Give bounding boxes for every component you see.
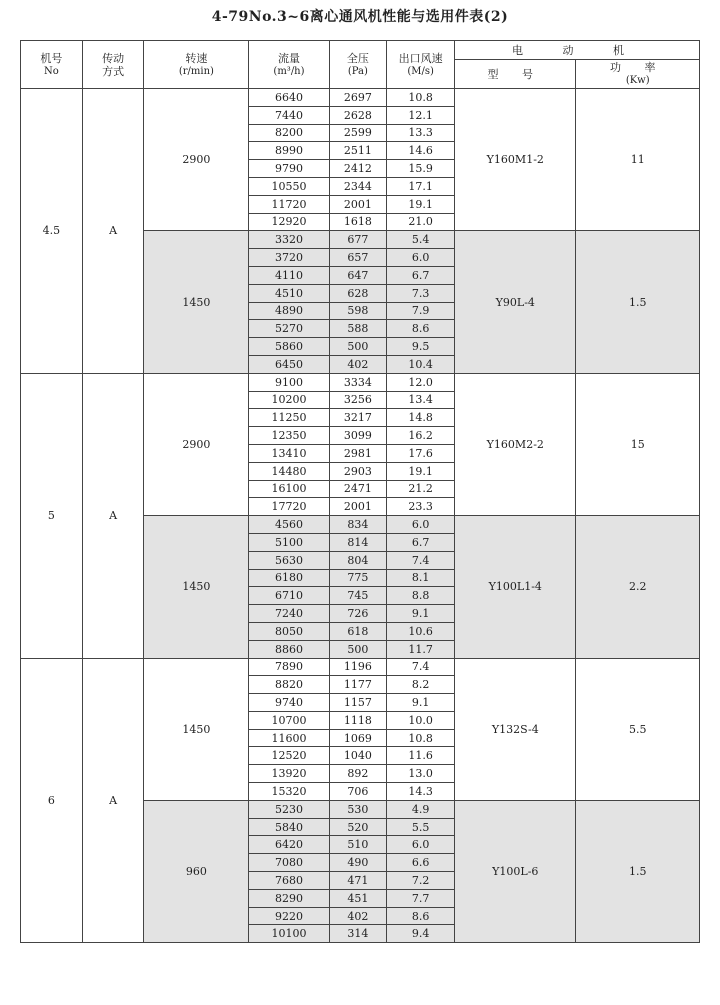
outlet-velocity-cell: 12.1	[387, 106, 455, 124]
machine-no-cell: 6	[21, 658, 83, 943]
outlet-velocity-cell: 10.6	[387, 622, 455, 640]
flow-cell: 8050	[249, 622, 329, 640]
outlet-velocity-cell: 7.4	[387, 658, 455, 676]
outlet-velocity-cell: 17.6	[387, 444, 455, 462]
pressure-cell: 1196	[329, 658, 387, 676]
outlet-velocity-cell: 9.1	[387, 694, 455, 712]
pressure-cell: 3099	[329, 427, 387, 445]
pressure-cell: 2628	[329, 106, 387, 124]
outlet-velocity-cell: 9.1	[387, 605, 455, 623]
flow-cell: 9220	[249, 907, 329, 925]
header-motor-model: 型 号	[455, 60, 576, 89]
pressure-cell: 2511	[329, 142, 387, 160]
outlet-velocity-cell: 19.1	[387, 195, 455, 213]
flow-cell: 4510	[249, 284, 329, 302]
outlet-velocity-cell: 15.9	[387, 160, 455, 178]
flow-cell: 6180	[249, 569, 329, 587]
pressure-cell: 2903	[329, 462, 387, 480]
flow-cell: 8990	[249, 142, 329, 160]
drive-cell: A	[82, 658, 144, 943]
motor-power-cell: 15	[576, 373, 700, 515]
speed-cell: 1450	[144, 658, 249, 800]
pressure-cell: 500	[329, 338, 387, 356]
outlet-velocity-cell: 7.7	[387, 889, 455, 907]
flow-cell: 17720	[249, 498, 329, 516]
flow-cell: 7680	[249, 872, 329, 890]
flow-cell: 5100	[249, 533, 329, 551]
pressure-cell: 3334	[329, 373, 387, 391]
flow-cell: 9790	[249, 160, 329, 178]
table-row	[21, 658, 700, 676]
speed-cell: 960	[144, 800, 249, 942]
outlet-velocity-cell: 7.3	[387, 284, 455, 302]
flow-cell: 8200	[249, 124, 329, 142]
pressure-cell: 618	[329, 622, 387, 640]
pressure-cell: 500	[329, 640, 387, 658]
flow-cell: 5230	[249, 800, 329, 818]
outlet-velocity-cell: 19.1	[387, 462, 455, 480]
pressure-cell: 2001	[329, 498, 387, 516]
speed-cell: 2900	[144, 373, 249, 515]
outlet-velocity-cell: 8.8	[387, 587, 455, 605]
outlet-velocity-cell: 10.8	[387, 729, 455, 747]
pressure-cell: 588	[329, 320, 387, 338]
pressure-cell: 314	[329, 925, 387, 943]
motor-power-cell: 2.2	[576, 516, 700, 658]
header-machine-no: 机号 No	[21, 41, 83, 89]
outlet-velocity-cell: 4.9	[387, 800, 455, 818]
drive-cell: A	[82, 373, 144, 658]
flow-cell: 9740	[249, 694, 329, 712]
pressure-cell: 657	[329, 249, 387, 267]
table-body	[21, 89, 700, 943]
outlet-velocity-cell: 21.0	[387, 213, 455, 231]
flow-cell: 5630	[249, 551, 329, 569]
pressure-cell: 1157	[329, 694, 387, 712]
fan-performance-table	[20, 40, 700, 943]
outlet-velocity-cell: 6.6	[387, 854, 455, 872]
flow-cell: 3320	[249, 231, 329, 249]
pressure-cell: 402	[329, 355, 387, 373]
outlet-velocity-cell: 6.0	[387, 516, 455, 534]
motor-power-cell: 11	[576, 89, 700, 231]
table-row	[21, 373, 700, 391]
motor-model-cell: Y90L-4	[455, 231, 576, 373]
flow-cell: 6420	[249, 836, 329, 854]
pressure-cell: 628	[329, 284, 387, 302]
page-title: 4-79No.3~6离心通风机性能与选用件表(2)	[211, 9, 509, 25]
pressure-cell: 2001	[329, 195, 387, 213]
flow-cell: 6450	[249, 355, 329, 373]
pressure-cell: 834	[329, 516, 387, 534]
flow-cell: 8820	[249, 676, 329, 694]
outlet-velocity-cell: 8.2	[387, 676, 455, 694]
pressure-cell: 451	[329, 889, 387, 907]
flow-cell: 10100	[249, 925, 329, 943]
flow-cell: 14480	[249, 462, 329, 480]
flow-cell: 7240	[249, 605, 329, 623]
pressure-cell: 2599	[329, 124, 387, 142]
motor-model-cell: Y100L1-4	[455, 516, 576, 658]
motor-power-cell: 1.5	[576, 231, 700, 373]
motor-model-cell: Y132S-4	[455, 658, 576, 800]
motor-power-cell: 1.5	[576, 800, 700, 942]
flow-cell: 6710	[249, 587, 329, 605]
flow-cell: 4890	[249, 302, 329, 320]
pressure-cell: 726	[329, 605, 387, 623]
flow-cell: 7440	[249, 106, 329, 124]
flow-cell: 11720	[249, 195, 329, 213]
drive-cell: A	[82, 89, 144, 374]
pressure-cell: 1177	[329, 676, 387, 694]
pressure-cell: 1118	[329, 711, 387, 729]
pressure-cell: 520	[329, 818, 387, 836]
pressure-cell: 677	[329, 231, 387, 249]
outlet-velocity-cell: 7.9	[387, 302, 455, 320]
flow-cell: 5840	[249, 818, 329, 836]
machine-no-cell: 4.5	[21, 89, 83, 374]
pressure-cell: 2471	[329, 480, 387, 498]
header-speed: 转速 (r/min)	[144, 41, 249, 89]
motor-model-cell: Y100L-6	[455, 800, 576, 942]
motor-model-cell: Y160M2-2	[455, 373, 576, 515]
outlet-velocity-cell: 14.3	[387, 783, 455, 801]
flow-cell: 8860	[249, 640, 329, 658]
header-flow: 流量 (m³/h)	[249, 41, 329, 89]
pressure-cell: 2697	[329, 89, 387, 107]
flow-cell: 7080	[249, 854, 329, 872]
outlet-velocity-cell: 11.7	[387, 640, 455, 658]
pressure-cell: 3217	[329, 409, 387, 427]
pressure-cell: 1618	[329, 213, 387, 231]
outlet-velocity-cell: 23.3	[387, 498, 455, 516]
flow-cell: 15320	[249, 783, 329, 801]
pressure-cell: 706	[329, 783, 387, 801]
outlet-velocity-cell: 14.6	[387, 142, 455, 160]
header-motor: 电 动 机	[455, 41, 700, 60]
flow-cell: 10700	[249, 711, 329, 729]
flow-cell: 16100	[249, 480, 329, 498]
outlet-velocity-cell: 13.3	[387, 124, 455, 142]
pressure-cell: 2412	[329, 160, 387, 178]
outlet-velocity-cell: 7.4	[387, 551, 455, 569]
outlet-velocity-cell: 6.0	[387, 249, 455, 267]
pressure-cell: 3256	[329, 391, 387, 409]
pressure-cell: 745	[329, 587, 387, 605]
flow-cell: 12350	[249, 427, 329, 445]
flow-cell: 6640	[249, 89, 329, 107]
pressure-cell: 1040	[329, 747, 387, 765]
flow-cell: 8290	[249, 889, 329, 907]
header-outlet-velocity: 出口风速 (M/s)	[387, 41, 455, 89]
outlet-velocity-cell: 7.2	[387, 872, 455, 890]
outlet-velocity-cell: 9.5	[387, 338, 455, 356]
pressure-cell: 647	[329, 266, 387, 284]
outlet-velocity-cell: 17.1	[387, 177, 455, 195]
flow-cell: 7890	[249, 658, 329, 676]
flow-cell: 11250	[249, 409, 329, 427]
pressure-cell: 2344	[329, 177, 387, 195]
flow-cell: 10550	[249, 177, 329, 195]
outlet-velocity-cell: 11.6	[387, 747, 455, 765]
pressure-cell: 775	[329, 569, 387, 587]
pressure-cell: 402	[329, 907, 387, 925]
flow-cell: 12920	[249, 213, 329, 231]
outlet-velocity-cell: 16.2	[387, 427, 455, 445]
flow-cell: 12520	[249, 747, 329, 765]
flow-cell: 4110	[249, 266, 329, 284]
outlet-velocity-cell: 10.8	[387, 89, 455, 107]
outlet-velocity-cell: 8.1	[387, 569, 455, 587]
outlet-velocity-cell: 12.0	[387, 373, 455, 391]
pressure-cell: 1069	[329, 729, 387, 747]
header-motor-power: 功 率 (Kw)	[576, 60, 700, 89]
flow-cell: 3720	[249, 249, 329, 267]
flow-cell: 4560	[249, 516, 329, 534]
flow-cell: 11600	[249, 729, 329, 747]
header-drive: 传动 方式	[82, 41, 144, 89]
outlet-velocity-cell: 5.5	[387, 818, 455, 836]
flow-cell: 9100	[249, 373, 329, 391]
flow-cell: 10200	[249, 391, 329, 409]
outlet-velocity-cell: 21.2	[387, 480, 455, 498]
pressure-cell: 510	[329, 836, 387, 854]
speed-cell: 1450	[144, 516, 249, 658]
outlet-velocity-cell: 6.0	[387, 836, 455, 854]
speed-cell: 2900	[144, 89, 249, 231]
outlet-velocity-cell: 10.4	[387, 355, 455, 373]
speed-cell: 1450	[144, 231, 249, 373]
outlet-velocity-cell: 9.4	[387, 925, 455, 943]
outlet-velocity-cell: 13.4	[387, 391, 455, 409]
outlet-velocity-cell: 6.7	[387, 533, 455, 551]
outlet-velocity-cell: 8.6	[387, 320, 455, 338]
table-row	[21, 89, 700, 107]
pressure-cell: 804	[329, 551, 387, 569]
pressure-cell: 2981	[329, 444, 387, 462]
outlet-velocity-cell: 8.6	[387, 907, 455, 925]
outlet-velocity-cell: 6.7	[387, 266, 455, 284]
outlet-velocity-cell: 14.8	[387, 409, 455, 427]
pressure-cell: 530	[329, 800, 387, 818]
pressure-cell: 471	[329, 872, 387, 890]
outlet-velocity-cell: 13.0	[387, 765, 455, 783]
pressure-cell: 598	[329, 302, 387, 320]
motor-power-cell: 5.5	[576, 658, 700, 800]
motor-model-cell: Y160M1-2	[455, 89, 576, 231]
pressure-cell: 892	[329, 765, 387, 783]
header-pressure: 全压 (Pa)	[329, 41, 387, 89]
outlet-velocity-cell: 5.4	[387, 231, 455, 249]
flow-cell: 13920	[249, 765, 329, 783]
flow-cell: 5270	[249, 320, 329, 338]
flow-cell: 13410	[249, 444, 329, 462]
pressure-cell: 490	[329, 854, 387, 872]
flow-cell: 5860	[249, 338, 329, 356]
pressure-cell: 814	[329, 533, 387, 551]
outlet-velocity-cell: 10.0	[387, 711, 455, 729]
machine-no-cell: 5	[21, 373, 83, 658]
